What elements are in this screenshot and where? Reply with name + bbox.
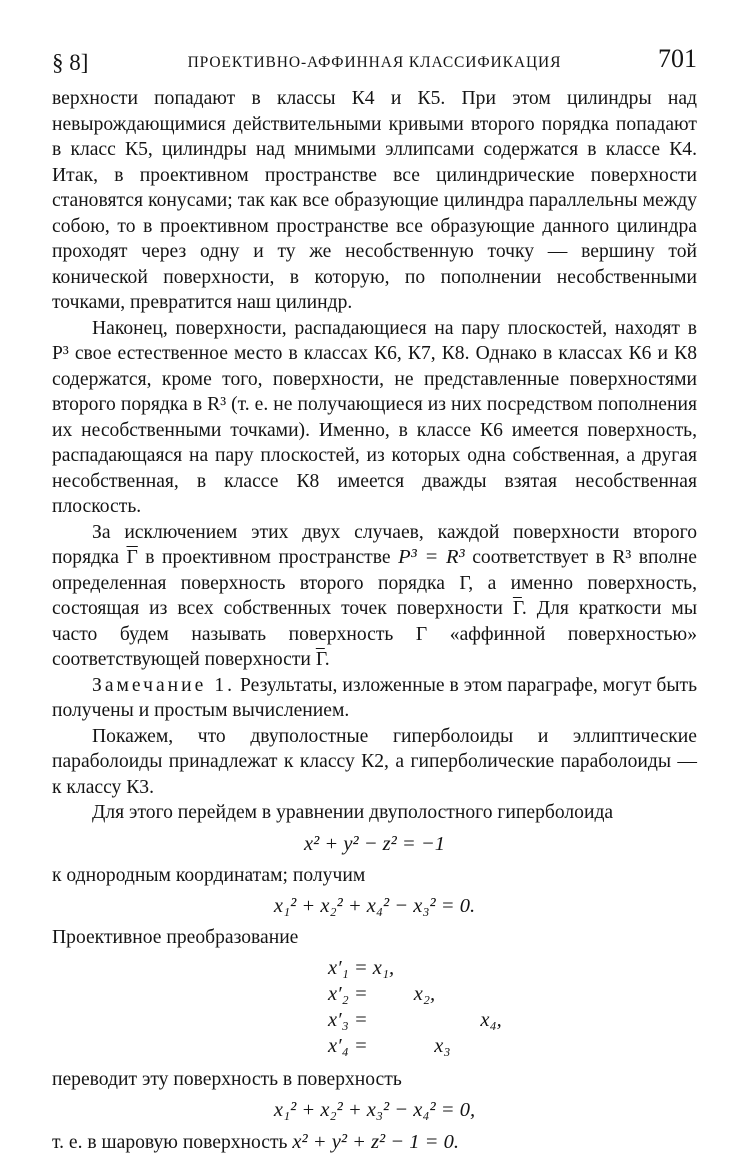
text-run: в проективном пространстве: [137, 547, 399, 568]
text-homogeneous: к однородным координатам; получим: [52, 864, 366, 886]
equation-hyperboloid: x² + y² − z² = −1: [304, 832, 445, 855]
section-mark: § 8]: [52, 50, 89, 75]
text-run: За исключением этих двух случаев, каждой поверхности второго порядка: [52, 521, 697, 568]
system-row: x′₄ = x₃: [328, 1034, 451, 1057]
system-row: x′₃ = x₄,: [328, 1008, 502, 1031]
paragraph-cylinders: верхности попадают в классы К4 и К5. При этом цилиндры над невырождающимися действительными кривыми второго порядка попадают в класс К5, цилиндры над мнимыми эллипсами содержатся в классе К4. Итак, в проективном пространстве все цилиндрические поверхности становятся конусами; так как все образующие цилиндра параллельны между собою, то в проективном пространстве все образующие данного цилиндра проходят через одну и ту же несобственную точку — вершину той конической поверхности, в которую, по пополнении несобственными точками, превратится наш цилиндр.: [52, 88, 697, 313]
formula-p3-r3: P³ = R³: [398, 546, 465, 568]
remark-paragraph: [52, 673, 697, 724]
text-run: .: [324, 649, 330, 670]
text-run: соответствует в R³ вполне определенная поверхность второго порядка Γ, а именно поверхность, состоящая из всех собственных точек поверхности: [52, 547, 697, 619]
remark-text: Результаты, изложенные в этом параграфе, могут быть получены и простым вычислением.: [52, 674, 698, 721]
equation-homogeneous: x₁² + x₂² + x₄² − x₃² = 0.: [273, 895, 476, 917]
gamma-bar-symbol: $\overline{\Gamma}$: [512, 598, 522, 619]
equation-sphere: x² + y² + z² − 1 = 0.: [292, 1131, 459, 1153]
page-number: 701: [658, 44, 697, 73]
running-title: ПРОЕКТИВНО-АФФИННАЯ КЛАССИФИКАЦИЯ: [187, 54, 562, 71]
paragraph-show: Покажем, что двуполостные гиперболоиды и эллиптические параболоиды принадлежат к классу К2, а гиперболические параболоиды — к классу К3.: [52, 725, 697, 798]
transformation-system: [328, 957, 697, 1061]
running-header: [52, 40, 697, 86]
paragraph-for: Для этого перейдем в уравнении двуполостного гиперболоида: [92, 802, 614, 823]
system-row: x′₁ = x₁,: [328, 956, 395, 979]
paragraph-affine-surface: [52, 520, 697, 673]
paragraph-plane-pairs: Наконец, поверхности, распадающиеся на пару плоскостей, находят в P³ свое естественное место в классах К6, К7, К8. Однако в классах К6 и К8 содержатся, кроме того, поверхности, не представленные поверхностями второго порядка в R³ (т. е. не получающиеся из них посредством пополнения их несобственными точками). Именно, в классе К6 имеется поверхность, распадающаяся на пару плоскостей, из которых одна собственная, а другая несобственная, в классе К8 имеется дважды взятая несобственная плоскость.: [52, 317, 697, 517]
system-row: x′₂ = x₂,: [328, 982, 436, 1005]
text-run: . Для краткости мы часто будем называть поверхность Γ «аффинной поверхностью» соответствующей поверхности: [52, 598, 697, 670]
gamma-bar-symbol: $\overline{\Gamma}$: [315, 649, 325, 670]
remark-label: Замечание 1.: [92, 674, 236, 696]
final-text: т. е. в шаровую поверхность: [52, 1132, 293, 1153]
text-transforms: переводит эту поверхность в поверхность: [52, 1068, 402, 1090]
equation-result: x₁² + x₂² + x₃² − x₄² = 0,: [273, 1099, 476, 1121]
final-line: [52, 1129, 697, 1156]
text-projective-transformation: Проективное преобразование: [52, 927, 299, 948]
gamma-bar-symbol: $\overline{\Gamma}$: [126, 547, 138, 568]
